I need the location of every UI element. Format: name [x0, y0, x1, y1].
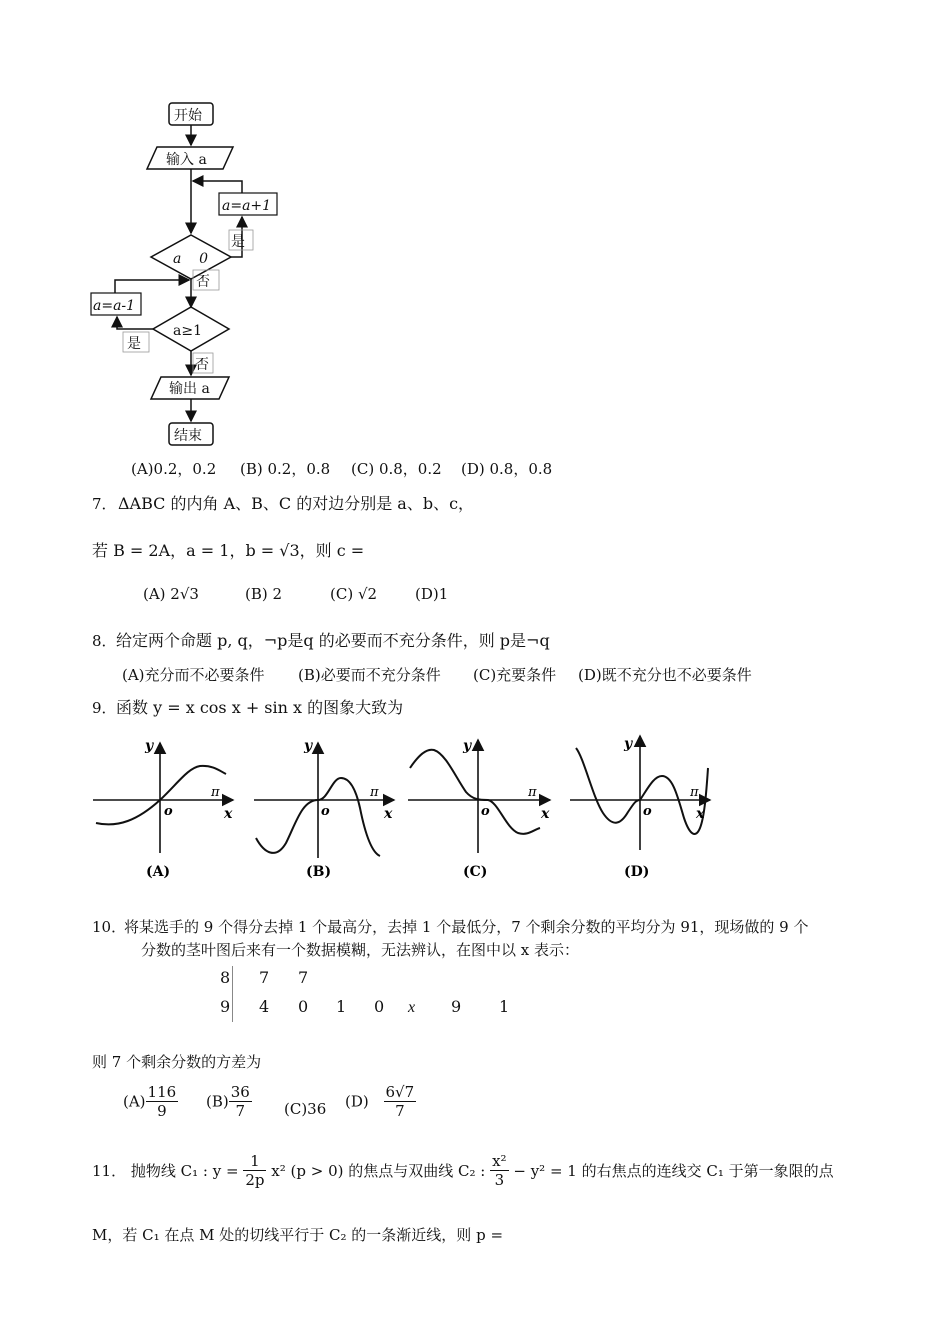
graph-c-x: x — [541, 806, 550, 822]
stem-row-2-stem: 9 — [220, 997, 231, 1016]
q10-option-b-label: (B) — [206, 1092, 229, 1111]
graph-a-o: o — [164, 804, 173, 819]
q6-option-d: (D) 0.8，0.8 — [461, 460, 553, 478]
graph-d-x: x — [696, 806, 705, 822]
q7-option-c: (C) √2 — [330, 585, 378, 603]
stem-row-1-stem: 8 — [220, 968, 231, 987]
graph-a — [93, 738, 233, 880]
q7-option-b: (B) 2 — [245, 585, 283, 603]
graph-c-curve — [410, 750, 540, 834]
graph-a-curve — [96, 766, 226, 825]
graph-d-o: o — [643, 804, 652, 819]
flow-cond2-label: a≥1 — [173, 323, 202, 339]
q10-option-b-den: 7 — [235, 1102, 246, 1120]
q6-option-c: (C) 0.8，0.2 — [351, 460, 442, 478]
q8-text: 给定两个命题 p, q，¬p是q 的必要而不充分条件，则 p是¬q — [116, 631, 550, 650]
graph-b — [254, 738, 394, 880]
q11-part1: 抛物线 C₁ : y = — [130, 1162, 239, 1180]
q11-line1 — [92, 1152, 834, 1189]
graph-d-label: (D) — [624, 864, 650, 880]
graph-a-y: y — [145, 738, 154, 754]
q9-number: 9． — [92, 699, 117, 717]
q9-graphs — [88, 728, 728, 888]
stem-row-1-leaf: 7 — [259, 968, 270, 987]
q9-text: 函数 y = x cos x + sin x 的图象大致为 — [116, 698, 404, 717]
q11-frac-num: 1 — [243, 1152, 266, 1171]
q7-option-d: (D)1 — [415, 585, 449, 603]
graph-a-pi: π — [211, 785, 220, 800]
graph-d-curve — [576, 748, 708, 834]
flow-inc-label: a=a+1 — [222, 198, 272, 214]
q10-option-a-label: (A) — [123, 1092, 146, 1111]
q11-number: 11． — [92, 1162, 127, 1180]
stem-row-2-leaf: 0 — [374, 997, 385, 1016]
q8-option-d: (D)既不充分也不必要条件 — [578, 666, 752, 684]
q10-option-d — [345, 1083, 416, 1120]
graph-c — [408, 738, 550, 880]
graph-b-o: o — [321, 804, 330, 819]
q8-number: 8． — [92, 632, 117, 650]
q11-line2: M，若 C₁ 在点 M 处的切线平行于 C₂ 的一条渐近线，则 p = — [92, 1226, 504, 1244]
flow-cond1-label: a 0 — [173, 251, 209, 267]
q7-line2: 若 B = 2A，a = 1，b = √3，则 c = — [92, 541, 365, 560]
graph-a-x: x — [224, 806, 233, 822]
stem-row-2-leaf: 1 — [336, 997, 347, 1016]
q10-line1: 将某选手的 9 个得分去掉 1 个最高分，去掉 1 个最低分，7 个剩余分数的平均分为 91，现场做的 9 个 — [124, 918, 809, 936]
q10-option-d-label: (D) — [345, 1092, 369, 1111]
graph-c-o: o — [481, 804, 490, 819]
graph-b-x: x — [384, 806, 393, 822]
q10-option-d-den: 7 — [395, 1102, 405, 1120]
q8-option-c: (C)充要条件 — [473, 666, 557, 684]
q11-frac-den: 2p — [245, 1171, 265, 1189]
q10-line2: 分数的茎叶图后来有一个数据模糊，无法辨认，在图中以 x 表示： — [141, 941, 579, 959]
q6-option-b: (B) 0.2，0.8 — [240, 460, 331, 478]
graph-c-label: (C) — [463, 864, 488, 880]
graph-c-pi: π — [528, 785, 537, 800]
q10-option-b — [206, 1083, 252, 1120]
stem-leaf-divider — [232, 966, 233, 1022]
stem-row-2-leaf-x: x — [408, 999, 416, 1016]
graph-d-y: y — [624, 736, 633, 752]
stem-row-2-leaf: 9 — [451, 997, 462, 1016]
graph-b-pi: π — [370, 785, 379, 800]
flowchart — [85, 95, 285, 455]
stem-row-1-leaf: 7 — [298, 968, 309, 987]
q10-option-a — [123, 1083, 178, 1120]
q7-line1: ΔABC 的内角 A、B、C 的对边分别是 a、b、c， — [118, 494, 475, 513]
q10-option-a-num: 116 — [147, 1083, 177, 1101]
graph-d-pi: π — [690, 785, 699, 800]
q10-number: 10． — [92, 918, 127, 936]
graph-b-label: (B) — [306, 864, 332, 880]
q7-option-a: (A) 2√3 — [143, 585, 199, 603]
graph-a-label: (A) — [146, 864, 171, 880]
flow-yes1-label: 是 — [231, 234, 245, 250]
flow-no1-label: 否 — [196, 274, 210, 290]
q11-frac2-den: 3 — [494, 1171, 505, 1189]
q10-option-c: (C)36 — [284, 1100, 327, 1118]
q11-part2: x² (p > 0) 的焦点与双曲线 C₂ : — [271, 1162, 486, 1180]
q10-option-b-num: 36 — [230, 1083, 250, 1101]
q10-question: 则 7 个剩余分数的方差为 — [92, 1053, 262, 1071]
q7-number: 7． — [92, 495, 117, 513]
flow-input-label: 输入 a — [166, 152, 207, 168]
stem-row-2-leaf: 0 — [298, 997, 309, 1016]
graph-c-y: y — [463, 738, 472, 754]
q8-option-b: (B)必要而不充分条件 — [298, 666, 441, 684]
q6-option-a: (A)0.2，0.2 — [131, 460, 217, 478]
stem-row-2-leaf: 1 — [499, 997, 510, 1016]
q10-option-a-den: 9 — [157, 1102, 167, 1120]
flow-end-label: 结束 — [174, 428, 202, 444]
flow-yes2-label: 是 — [127, 336, 141, 352]
q11-part3: − y² = 1 的右焦点的连线交 C₁ 于第一象限的点 — [513, 1162, 834, 1180]
q8-option-a: (A)充分而不必要条件 — [122, 666, 265, 684]
flow-output-label: 输出 a — [169, 381, 210, 397]
q10-option-d-num: 6√7 — [385, 1083, 415, 1101]
flow-dec-label: a=a-1 — [93, 298, 136, 314]
flow-no2-label: 否 — [195, 357, 209, 373]
flow-start-label: 开始 — [174, 108, 202, 124]
graph-d — [570, 736, 710, 880]
q11-frac2-num: x² — [492, 1152, 507, 1170]
graph-b-y: y — [304, 738, 313, 754]
stem-row-2-leaf: 4 — [259, 997, 270, 1016]
